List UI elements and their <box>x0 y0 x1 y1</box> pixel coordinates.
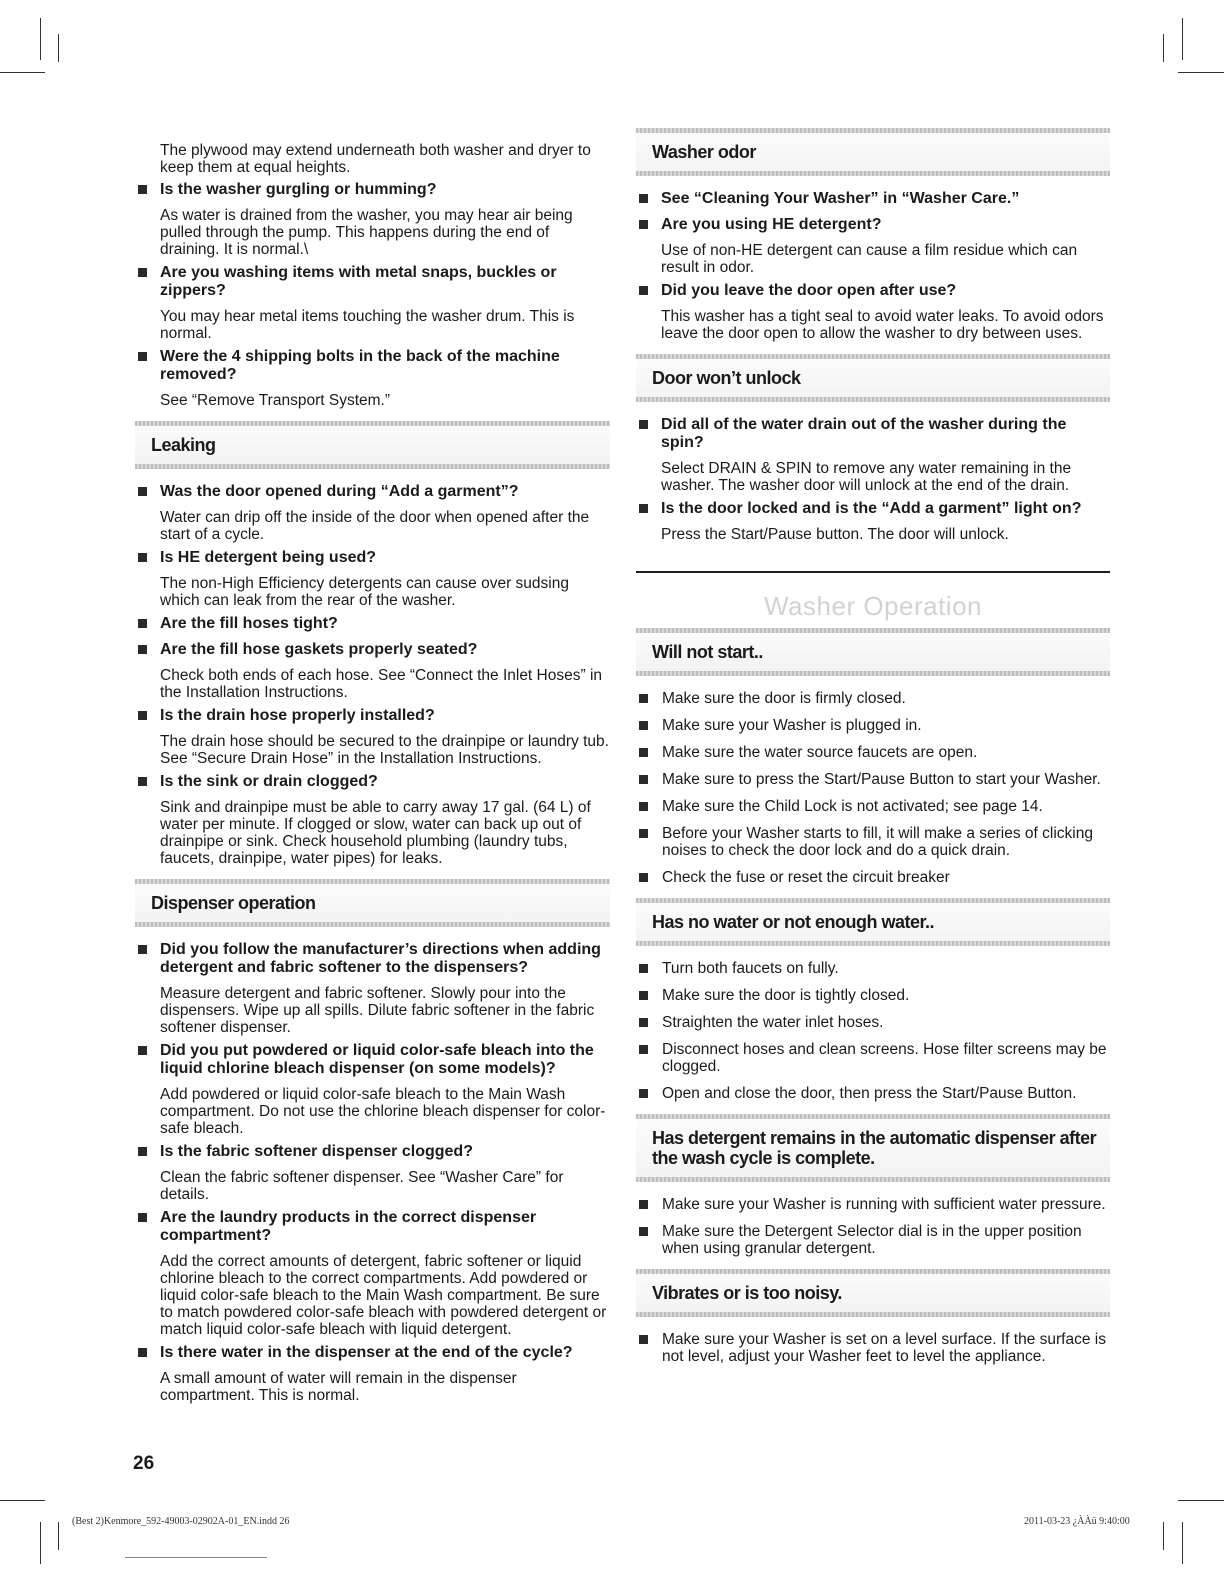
question: Is the washer gurgling or humming? <box>135 181 610 199</box>
crop-mark <box>1178 1500 1224 1501</box>
question: Is the drain hose properly installed? <box>135 707 610 725</box>
bullet-icon <box>138 1213 147 1222</box>
bullet-item: Open and close the door, then press the Start/Pause Button. <box>636 1085 1110 1102</box>
bullet-list <box>636 1196 1110 1257</box>
answer: This washer has a tight seal to avoid water leaks. To avoid odors leave the door open to allow the washer to dry between uses. <box>661 308 1104 342</box>
question: Is HE detergent being used? <box>135 549 610 567</box>
bullet-icon <box>639 775 648 784</box>
bullet-icon <box>138 645 147 654</box>
crop-mark <box>58 1522 59 1550</box>
crop-mark <box>40 18 41 60</box>
bullet-item: Straighten the water inlet hoses. <box>636 1014 1110 1031</box>
section-title: Has no water or not enough water.. <box>636 903 1110 941</box>
bullet-item: Make sure your Washer is set on a level surface. If the surface is not level, adjust your Washer feet to level the appliance. <box>636 1331 1110 1365</box>
answer: You may hear metal items touching the washer drum. This is normal. <box>160 308 575 342</box>
crop-mark <box>1163 1522 1164 1550</box>
bullet-icon <box>639 194 648 203</box>
question: Did all of the water drain out of the washer during the spin? <box>636 416 1110 452</box>
section-title: Dispenser operation <box>135 884 610 922</box>
section-title: Leaking <box>135 426 610 464</box>
bullet-icon <box>639 504 648 513</box>
bullet-icon <box>639 420 648 429</box>
page-number: 26 <box>133 1453 155 1474</box>
section-header-door <box>636 354 1110 402</box>
bullet-icon <box>639 1089 648 1098</box>
bullet-icon <box>639 286 648 295</box>
bullet-icon <box>138 945 147 954</box>
bullet-item: Make sure your Washer is running with sufficient water pressure. <box>636 1196 1110 1213</box>
question: Did you leave the door open after use? <box>636 282 1110 300</box>
bullet-icon <box>639 964 648 973</box>
bullet-item: Make sure the water source faucets are open. <box>636 744 1110 761</box>
footer-timestamp: 2011-03-23 ¿ÀÀü 9:40:00 <box>1024 1516 1130 1527</box>
bullet-icon <box>138 185 147 194</box>
question: Did you put powdered or liquid color-safe bleach into the liquid chlorine bleach dispenser (on some models)? <box>135 1042 610 1078</box>
answer: Use of non-HE detergent can cause a film residue which can result in odor. <box>661 242 1078 276</box>
answer: Water can drip off the inside of the door when opened after the start of a cycle. <box>160 509 590 543</box>
crop-mark <box>0 72 45 73</box>
bullet-icon <box>639 873 648 882</box>
section-title: Door won’t unlock <box>636 359 1110 397</box>
bullet-item: Disconnect hoses and clean screens. Hose filter screens may be clogged. <box>636 1041 1110 1075</box>
bullet-item: Make sure the door is tightly closed. <box>636 987 1110 1004</box>
bullet-icon <box>639 829 648 838</box>
answer: Check both ends of each hose. See “Connect the Inlet Hoses” in the Installation Instructions. <box>160 667 603 701</box>
section-title: Vibrates or is too noisy. <box>636 1274 1110 1312</box>
crop-mark <box>1182 18 1183 60</box>
bullet-item: Make sure the Child Lock is not activated; see page 14. <box>636 798 1110 815</box>
bullet-item: Make sure to press the Start/Pause Button to start your Washer. <box>636 771 1110 788</box>
bullet-icon <box>138 487 147 496</box>
footer-file-info: (Best 2)Kenmore_592-49003-02902A-01_EN.indd 26 <box>72 1516 290 1527</box>
section-header-odor <box>636 128 1110 176</box>
bullet-item: Make sure your Washer is plugged in. <box>636 717 1110 734</box>
answer: Measure detergent and fabric softener. Slowly pour into the dispensers. Wipe up all spills. Dilute fabric softener in the fabric softener dispenser. <box>160 985 595 1036</box>
section-header-no-water <box>636 898 1110 946</box>
answer: Clean the fabric softener dispenser. See “Washer Care” for details. <box>160 1169 564 1203</box>
bullet-icon <box>639 220 648 229</box>
divider <box>636 571 1110 573</box>
crop-mark <box>40 1522 41 1564</box>
bullet-icon <box>138 1348 147 1357</box>
section-header-not-start <box>636 628 1110 676</box>
section-title: Will not start.. <box>636 633 1110 671</box>
question: Is the fabric softener dispenser clogged? <box>135 1143 610 1161</box>
intro-text: The plywood may extend underneath both washer and dryer to keep them at equal heights. <box>160 142 591 176</box>
crop-mark <box>0 1500 45 1501</box>
crop-mark <box>1182 1522 1183 1564</box>
answer: Press the Start/Pause button. The door will unlock. <box>661 526 1009 543</box>
question: Are the laundry products in the correct dispenser compartment? <box>135 1209 610 1245</box>
bullet-icon <box>138 1147 147 1156</box>
question: Is the sink or drain clogged? <box>135 773 610 791</box>
bullet-item: Make sure the door is firmly closed. <box>636 690 1110 707</box>
bullet-item: Make sure the Detergent Selector dial is in the upper position when using granular detergent. <box>636 1223 1110 1257</box>
answer: As water is drained from the washer, you may hear air being pulled through the pump. This happens during the end of draining. It is normal.\ <box>160 207 573 258</box>
bullet-icon <box>138 1046 147 1055</box>
crop-mark <box>1178 72 1224 73</box>
question: Are you washing items with metal snaps, buckles or zippers? <box>135 264 610 300</box>
bullet-icon <box>639 721 648 730</box>
bullet-item: Before your Washer starts to fill, it will make a series of clicking noises to check the door lock and do a quick drain. <box>636 825 1110 859</box>
question: Are the fill hoses tight? <box>135 615 610 633</box>
section-header-vibrates <box>636 1269 1110 1317</box>
bullet-icon <box>639 694 648 703</box>
right-column <box>636 128 1110 1375</box>
answer: The drain hose should be secured to the drainpipe or laundry tub. See “Secure Drain Hose” in the Installation Instructions. <box>160 733 609 767</box>
section-header-detergent <box>636 1114 1110 1182</box>
answer: Select DRAIN & SPIN to remove any water remaining in the washer. The washer door will unlock at the end of the drain. <box>661 460 1072 494</box>
bullet-list <box>636 690 1110 886</box>
question: Did you follow the manufacturer’s directions when adding detergent and fabric softener to the dispensers? <box>135 941 610 977</box>
bullet-icon <box>138 553 147 562</box>
section-title: Has detergent remains in the automatic dispenser after the wash cycle is complete. <box>636 1119 1110 1177</box>
operation-heading: Washer Operation <box>763 591 983 621</box>
section-header-leaking <box>135 421 610 469</box>
answer: Sink and drainpipe must be able to carry away 17 gal. (64 L) of water per minute. If clogged or slow, water can back up out of drainpipe or sink. Check household plumbing (laundry tubs, faucets, drainpipe, water pipes) for leaks. <box>160 799 591 867</box>
bullet-list <box>636 960 1110 1102</box>
question: Are you using HE detergent? <box>636 216 1110 234</box>
bullet-icon <box>639 1045 648 1054</box>
question: Are the fill hose gaskets properly seated? <box>135 641 610 659</box>
bullet-icon <box>138 619 147 628</box>
section-title: Washer odor <box>636 133 1110 171</box>
bullet-icon <box>639 802 648 811</box>
bullet-icon <box>639 748 648 757</box>
bullet-item: Turn both faucets on fully. <box>636 960 1110 977</box>
bullet-icon <box>138 352 147 361</box>
question: Were the 4 shipping bolts in the back of the machine removed? <box>135 348 610 384</box>
bullet-icon <box>639 1018 648 1027</box>
question: Is there water in the dispenser at the end of the cycle? <box>135 1344 610 1362</box>
crop-mark <box>1163 34 1164 62</box>
answer: See “Remove Transport System.” <box>160 392 390 409</box>
answer: The non-High Efficiency detergents can cause over sudsing which can leak from the rear of the washer. <box>160 575 569 609</box>
answer: Add the correct amounts of detergent, fabric softener or liquid chlorine bleach to the correct compartments. Add powdered or liquid color-safe bleach to the Main Wash compartment. Be sure to match powdered color-safe bleach with powdered detergent or match liquid color-safe bleach with liquid detergent. <box>160 1253 607 1338</box>
bullet-item: Check the fuse or reset the circuit breaker <box>636 869 1110 886</box>
answer: Add powdered or liquid color-safe bleach to the Main Wash compartment. Do not use the chlorine bleach dispenser for color-safe bleach. <box>160 1086 606 1137</box>
question: Is the door locked and is the “Add a garment” light on? <box>636 500 1110 518</box>
bullet-icon <box>138 777 147 786</box>
question: Was the door opened during “Add a garment”? <box>135 483 610 501</box>
answer: A small amount of water will remain in the dispenser compartment. This is normal. <box>160 1370 517 1404</box>
bullet-icon <box>138 268 147 277</box>
bullet-icon <box>138 711 147 720</box>
section-header-dispenser <box>135 879 610 927</box>
underline <box>125 1557 267 1558</box>
question: See “Cleaning Your Washer” in “Washer Care.” <box>636 190 1110 208</box>
bullet-icon <box>639 1335 648 1344</box>
bullet-icon <box>639 991 648 1000</box>
left-column <box>135 142 610 1410</box>
crop-mark <box>58 34 59 62</box>
bullet-list <box>636 1331 1110 1365</box>
bullet-icon <box>639 1200 648 1209</box>
bullet-icon <box>639 1227 648 1236</box>
